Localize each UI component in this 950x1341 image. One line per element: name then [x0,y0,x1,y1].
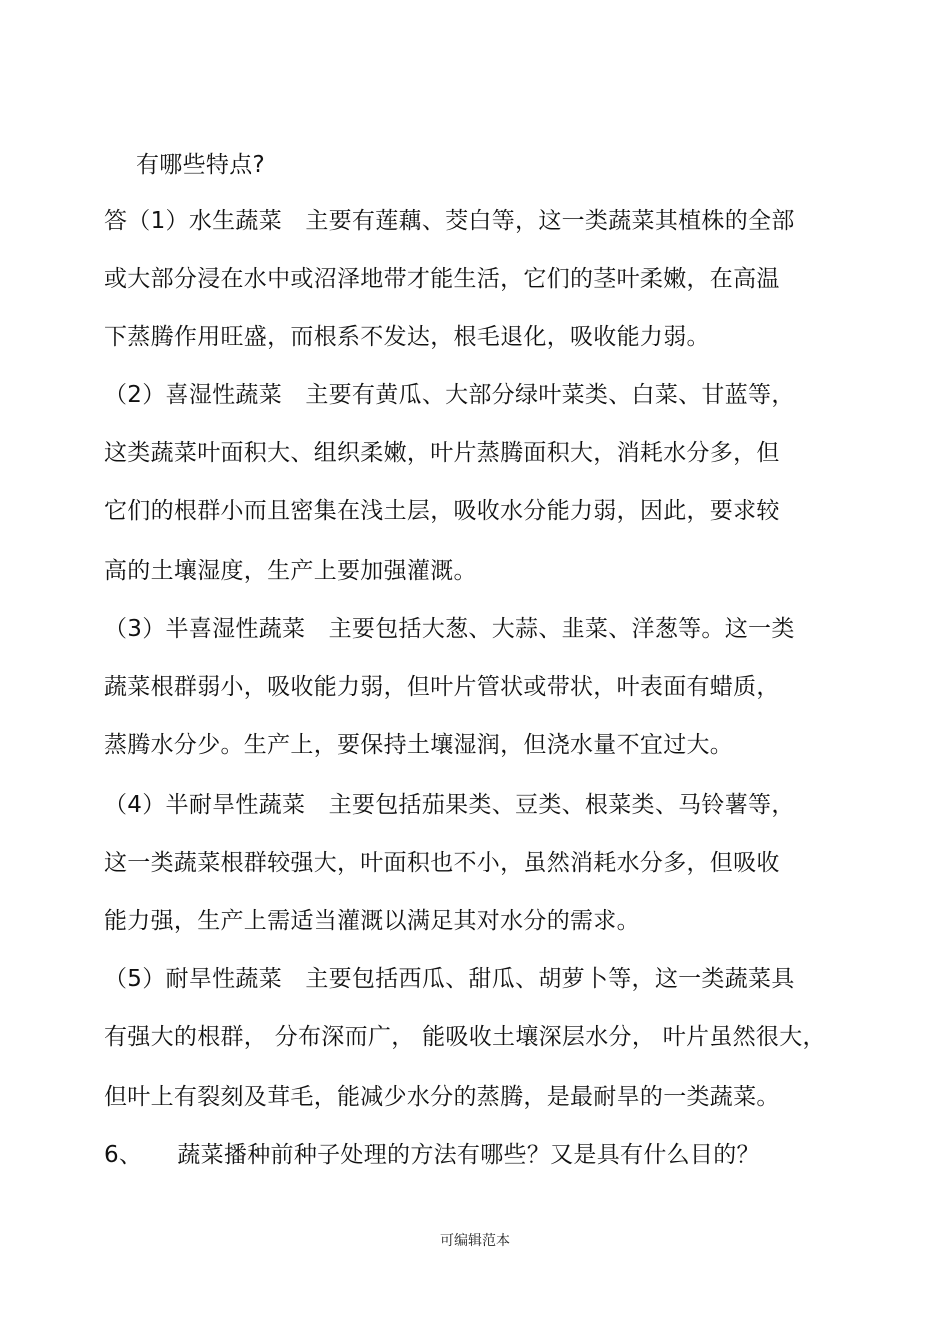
text-line: 有强大的根群， 分布深而广， 能吸收土壤深层水分， 叶片虽然很大， [104,1024,826,1050]
text-line: 这一类蔬菜根群较强大，叶面积也不小，虽然消耗水分多，但吸收 [104,850,780,876]
text-line: 有哪些特点? [136,152,266,178]
text-line: 或大部分浸在水中或沼泽地带才能生活，它们的茎叶柔嫩，在高温 [104,266,780,292]
text-line: 但叶上有裂刻及茸毛，能减少水分的蒸腾，是最耐旱的一类蔬菜。 [104,1084,780,1110]
text-line: 能力强，生产上需适当灌溉以满足其对水分的需求。 [104,908,640,934]
text-line: 高的土壤湿度，生产上要加强灌溉。 [104,558,477,584]
page-footer: 可编辑范本 [440,1233,510,1249]
text-line: 它们的根群小而且密集在浅土层，吸收水分能力弱，因此，要求较 [104,498,780,524]
text-line: 下蒸腾作用旺盛，而根系不发达，根毛退化，吸收能力弱。 [104,324,710,350]
text-line: 答（1）水生蔬菜 主要有莲藕、茭白等，这一类蔬菜其植株的全部 [104,208,795,234]
text-line: （5）耐旱性蔬菜 主要包括西瓜、甜瓜、胡萝卜等，这一类蔬菜具 [104,966,795,992]
text-line: 这类蔬菜叶面积大、组织柔嫩，叶片蒸腾面积大，消耗水分多，但 [104,440,780,466]
text-line: （4）半耐旱性蔬菜 主要包括茄果类、豆类、根菜类、马铃薯等， [104,792,795,818]
text-line: （3）半喜湿性蔬菜 主要包括大葱、大蒜、韭菜、洋葱等。这一类 [104,616,795,642]
text-line: 6、 蔬菜播种前种子处理的方法有哪些？又是具有什么目的？ [104,1142,760,1168]
text-line: （2）喜湿性蔬菜 主要有黄瓜、大部分绿叶菜类、白菜、甘蓝等， [104,382,795,408]
text-line: 蒸腾水分少。生产上，要保持土壤湿润，但浇水量不宜过大。 [104,732,734,758]
text-line: 蔬菜根群弱小，吸收能力弱，但叶片管状或带状，叶表面有蜡质， [104,674,780,700]
